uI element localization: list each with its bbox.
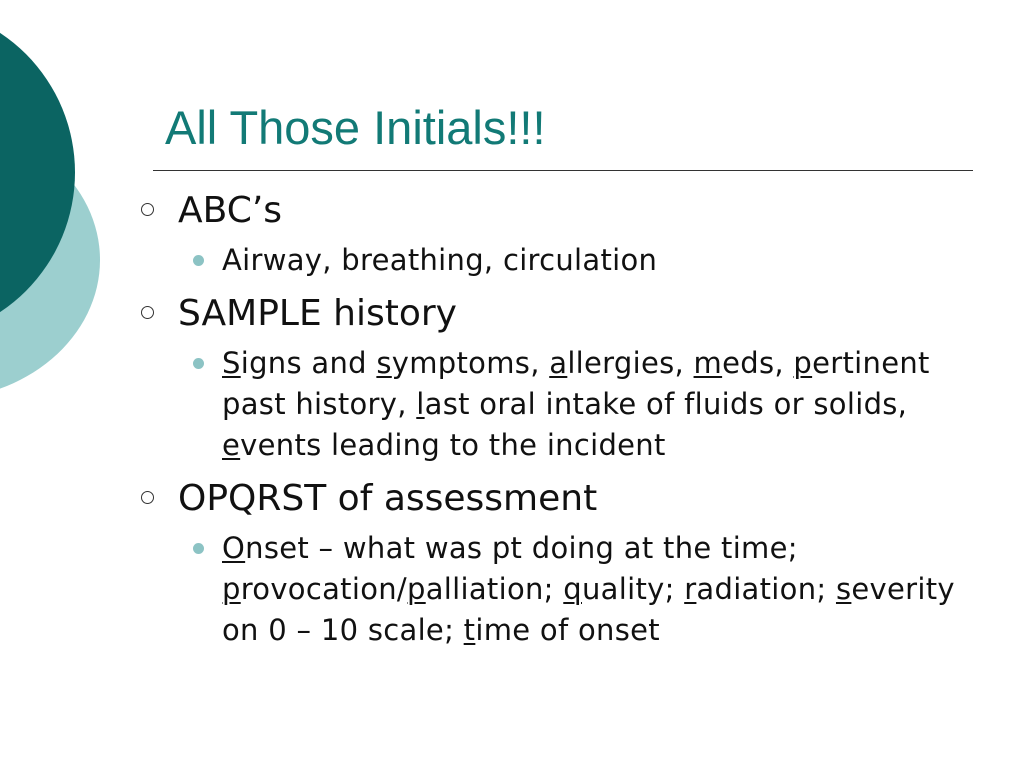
bullet-sample-history — [140, 291, 980, 337]
sub-bullet-text — [222, 243, 657, 277]
sub-bullet-abcs — [140, 240, 980, 281]
text-run: nset – what was pt doing at the time; — [245, 531, 798, 565]
bullet-heading: ABC’s — [178, 190, 283, 231]
mnemonic-letter: p — [793, 346, 813, 380]
sub-bullet-text — [222, 531, 955, 647]
filled-dot-bullet-icon — [193, 255, 204, 266]
text-run: vents leading to the incident — [240, 428, 666, 462]
text-run: ime of onset — [475, 613, 660, 647]
mnemonic-letter: a — [549, 346, 568, 380]
filled-dot-bullet-icon — [193, 358, 204, 369]
text-run: ast oral intake of fluids or solids, — [424, 387, 908, 421]
text-run: everity on 0 – 10 scale; — [222, 572, 955, 647]
text-run: alliation; — [425, 572, 564, 606]
mnemonic-letter: e — [222, 428, 241, 462]
hollow-circle-bullet-icon — [141, 203, 154, 216]
text-run: uality; — [582, 572, 685, 606]
mnemonic-letter: s — [835, 572, 852, 606]
filled-dot-bullet-icon — [193, 543, 204, 554]
text-run: rovocation/ — [240, 572, 407, 606]
mnemonic-letter: S — [222, 346, 241, 380]
bullet-abcs — [140, 188, 980, 234]
mnemonic-letter: O — [222, 531, 246, 565]
title-divider — [153, 170, 973, 171]
bullet-heading: SAMPLE history — [178, 293, 457, 334]
text-run: adiation; — [696, 572, 836, 606]
text-run: ymptoms, — [391, 346, 550, 380]
sub-bullet-text — [222, 346, 930, 462]
mnemonic-letter: t — [463, 613, 476, 647]
slide-body — [140, 188, 980, 651]
bullet-heading: OPQRST of assessment — [178, 478, 598, 519]
text-run: eds, — [722, 346, 794, 380]
text-run: Airway, breathing, circulation — [222, 243, 658, 277]
mnemonic-letter: l — [416, 387, 425, 421]
mnemonic-letter: q — [563, 572, 582, 606]
sub-bullet-opqrst — [140, 528, 980, 651]
slide-title: All Those Initials!!! — [165, 101, 546, 154]
hollow-circle-bullet-icon — [141, 306, 154, 319]
text-run: llergies, — [567, 346, 694, 380]
hollow-circle-bullet-icon — [141, 491, 154, 504]
mnemonic-letter: m — [693, 346, 723, 380]
mnemonic-letter: p — [222, 572, 241, 606]
bullet-opqrst — [140, 476, 980, 522]
mnemonic-letter: s — [376, 346, 392, 380]
mnemonic-letter: r — [684, 572, 697, 606]
text-run: ertinent past history, — [222, 346, 930, 421]
text-run: igns and — [240, 346, 377, 380]
mnemonic-letter: p — [407, 572, 426, 606]
sub-bullet-sample-history — [140, 343, 980, 466]
